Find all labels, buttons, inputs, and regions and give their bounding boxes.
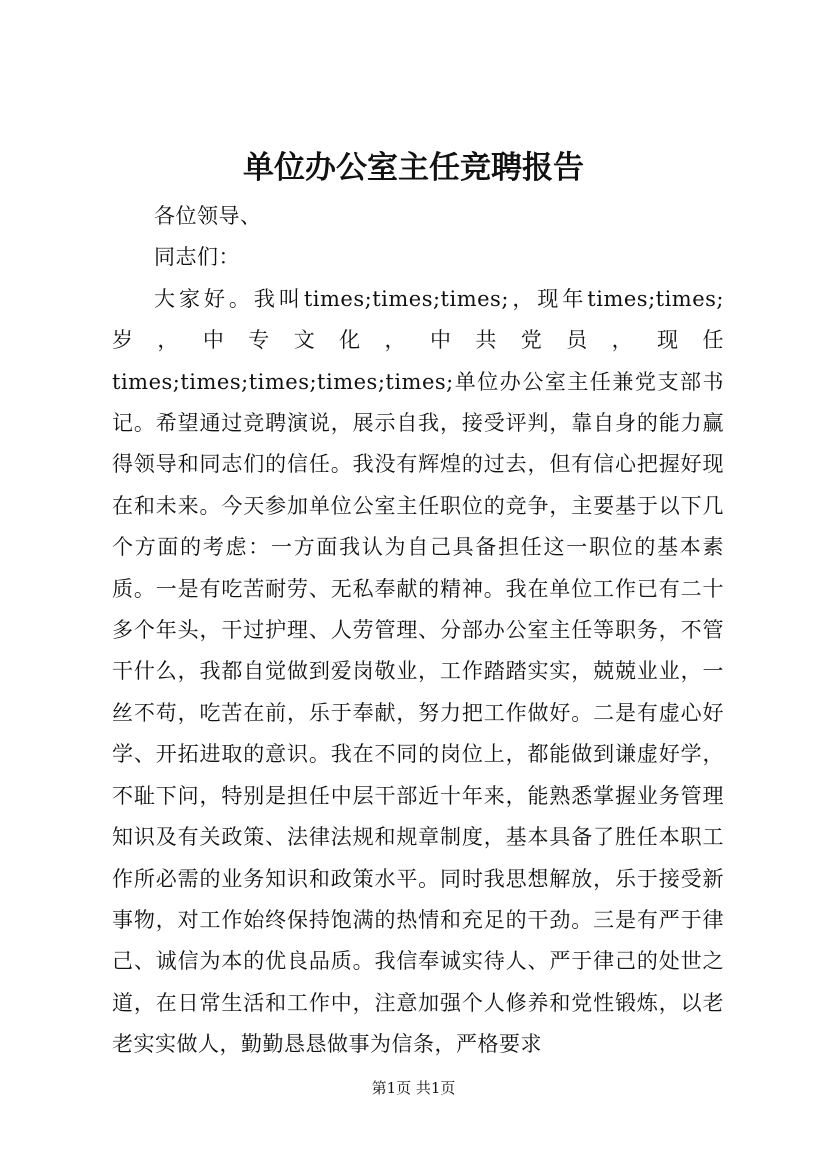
body-paragraph: 大家好。我叫times;times;times;，现年times;times;岁，中专文化，中共党员，现任times;times;times;times;times;单位办公室主任兼党支部书记。希望通过竞聘演说，展示自我，接受评判，靠自身的能力赢得领导和同志们的信任。我没有辉煌的过去，但有信心把握好现在和未来。今天参加单位公室主任职位的竞争，主要基于以下几个方面的考虑：一方面我认为自己具备担任这一职位的基本素质。一是有吃苦耐劳、无私奉献的精神。我在单位工作已有二十多个年头，干过护理、人劳管理、分部办公室主任等职务，不管干什么，我都自觉做到爱岗敬业，工作踏踏实实，兢兢业业，一丝不苟，吃苦在前，乐于奉献，努力把工作做好。二是有虚心好学、开拓进取的意识。我在不同的岗位上，都能做到谦虚好学，不耻下问，特别是担任中层干部近十年来，能熟悉掌握业务管理知识及有关政策、法律法规和规章制度，基本具备了胜任本职工作所必需的业务知识和政策水平。同时我思想解放，乐于接受新事物，对工作始终保持饱满的热情和充足的干劲。三是有严于律己、诚信为本的优良品质。我信奉诚实待人、严于律己的处世之道，在日常生活和工作中，注意加强个人修养和党性锻炼，以老老实实做人，勤勤恳恳做事为信条，严格要求 [112,286,724,1057]
document-title: 单位办公室主任竞聘报告 [243,150,584,186]
page-number: 第1页 共1页 [371,1079,456,1097]
document-body [112,196,724,1066]
salutation-line-1: 各位领导、 [154,204,262,228]
salutation-line-2: 同志们： [154,245,240,270]
